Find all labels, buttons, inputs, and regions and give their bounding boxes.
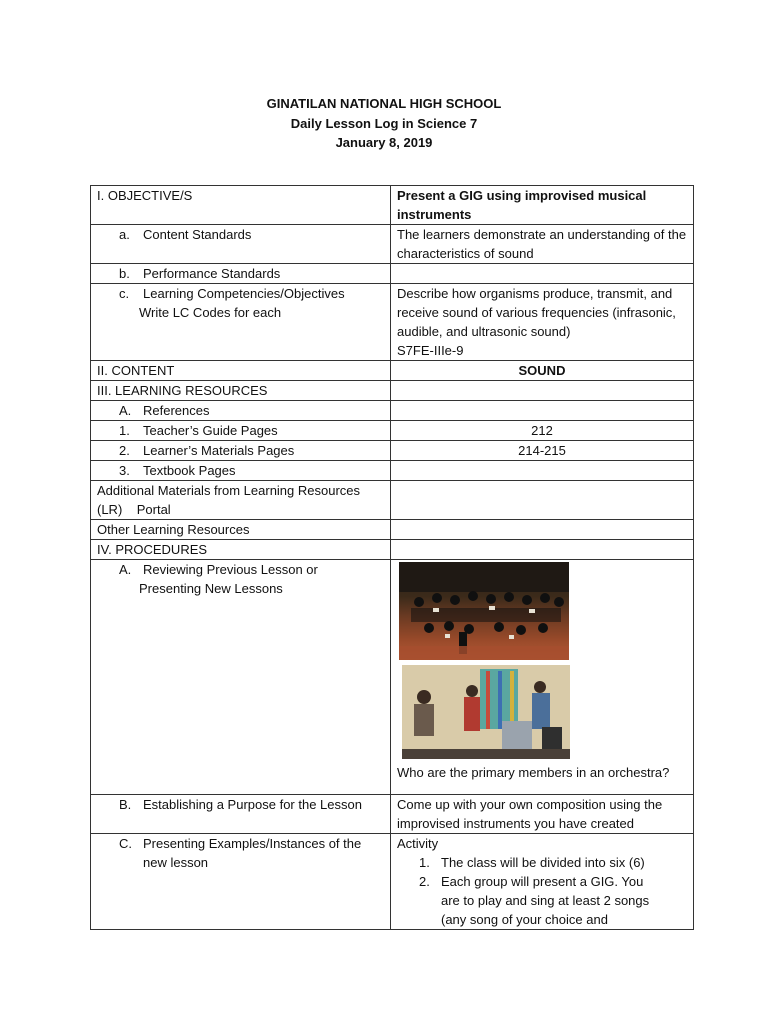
band-photo-art — [402, 665, 570, 759]
label-text: Performance Standards — [143, 266, 281, 281]
row-value — [391, 834, 694, 930]
table-row — [91, 795, 694, 834]
table-row — [91, 284, 694, 361]
table-row — [91, 540, 694, 560]
row-value — [391, 540, 694, 560]
row-label: III. LEARNING RESOURCES — [91, 381, 391, 401]
document-header — [0, 94, 768, 153]
row-value — [391, 560, 694, 795]
label-text: Textbook Pages — [143, 463, 236, 478]
row-value: 214-215 — [391, 441, 694, 461]
list-number: 1. — [419, 855, 430, 870]
table-row — [91, 461, 694, 481]
row-label — [91, 401, 391, 421]
list-number: 2. — [419, 874, 430, 889]
document-title: Daily Lesson Log in Science 7 — [290, 115, 478, 131]
list-marker: B. — [119, 797, 132, 812]
table-row — [91, 520, 694, 540]
row-label — [91, 225, 391, 264]
table-row — [91, 401, 694, 421]
list-text: The class will be divided into six (6) — [441, 855, 645, 870]
row-label — [91, 284, 391, 361]
review-question: Who are the primary members in an orchestra? — [397, 765, 670, 780]
row-value — [391, 381, 694, 401]
label-text: References — [143, 403, 210, 418]
row-value: 212 — [391, 421, 694, 441]
table-row — [91, 421, 694, 441]
list-text: Each group will present a GIG. You are to play and sing at least 2 songs (any song of your choice and — [441, 874, 650, 927]
row-value: The learners demonstrate an understanding of the characteristics of sound — [391, 225, 694, 264]
label-text: Presenting Examples/Instances of the — [143, 836, 362, 851]
label-text-2: new lesson — [143, 855, 209, 870]
lesson-log-table — [90, 185, 694, 930]
list-marker: c. — [119, 286, 130, 301]
label-text: Learner’s Materials Pages — [143, 443, 295, 458]
row-value — [391, 401, 694, 421]
row-value: SOUND — [391, 361, 694, 381]
lc-code: S7FE-IIIe-9 — [397, 343, 464, 358]
school-name: GINATILAN NATIONAL HIGH SCHOOL — [266, 96, 502, 111]
row-label — [91, 834, 391, 930]
band-photo — [402, 665, 570, 759]
list-marker: a. — [119, 227, 130, 242]
list-marker: 3. — [119, 463, 130, 478]
row-value — [391, 461, 694, 481]
table-row — [91, 381, 694, 401]
row-label: I. OBJECTIVE/S — [91, 186, 391, 225]
table-row — [91, 264, 694, 284]
row-label: Additional Materials from Learning Resources (LR) Portal — [91, 481, 391, 520]
label-text-2: Write LC Codes for each — [139, 305, 282, 320]
row-label — [91, 560, 391, 795]
list-item — [397, 872, 687, 929]
row-value — [391, 520, 694, 540]
row-label: Other Learning Resources — [91, 520, 391, 540]
activity-title: Activity — [397, 836, 439, 851]
competency-text: Describe how organisms produce, transmit, and receive sound of various frequencies (infrasonic, audible, and ultrasonic sound) — [397, 286, 676, 339]
list-marker: b. — [119, 266, 130, 281]
list-marker: A. — [119, 562, 132, 577]
row-label — [91, 264, 391, 284]
table-row — [91, 834, 694, 930]
table-row — [91, 441, 694, 461]
row-label — [91, 441, 391, 461]
list-marker: A. — [119, 403, 132, 418]
list-marker: 1. — [119, 423, 130, 438]
row-value — [391, 264, 694, 284]
row-value: Present a GIG using improvised musical instruments — [391, 186, 694, 225]
label-text-2: Presenting New Lessons — [139, 581, 283, 596]
document-date: January 8, 2019 — [335, 135, 433, 150]
list-item — [397, 853, 687, 872]
table-row — [91, 560, 694, 795]
orchestra-photo — [399, 562, 569, 660]
label-text: Establishing a Purpose for the Lesson — [143, 797, 362, 812]
table-row — [91, 225, 694, 264]
row-value — [391, 284, 694, 361]
label-text: Teacher’s Guide Pages — [143, 423, 278, 438]
list-marker: C. — [119, 836, 132, 851]
row-label — [91, 795, 391, 834]
label-text: Content Standards — [143, 227, 252, 242]
row-label — [91, 421, 391, 441]
table-row — [91, 481, 694, 520]
list-marker: 2. — [119, 443, 130, 458]
table-row — [91, 361, 694, 381]
row-label — [91, 461, 391, 481]
table-row — [91, 186, 694, 225]
row-value — [391, 481, 694, 520]
row-label: IV. PROCEDURES — [91, 540, 391, 560]
label-text: Reviewing Previous Lesson or — [143, 562, 318, 577]
row-label: II. CONTENT — [91, 361, 391, 381]
row-value: Come up with your own composition using the improvised instruments you have created — [391, 795, 694, 834]
orchestra-photo-art — [399, 562, 569, 660]
label-text: Learning Competencies/Objectives — [143, 286, 345, 301]
